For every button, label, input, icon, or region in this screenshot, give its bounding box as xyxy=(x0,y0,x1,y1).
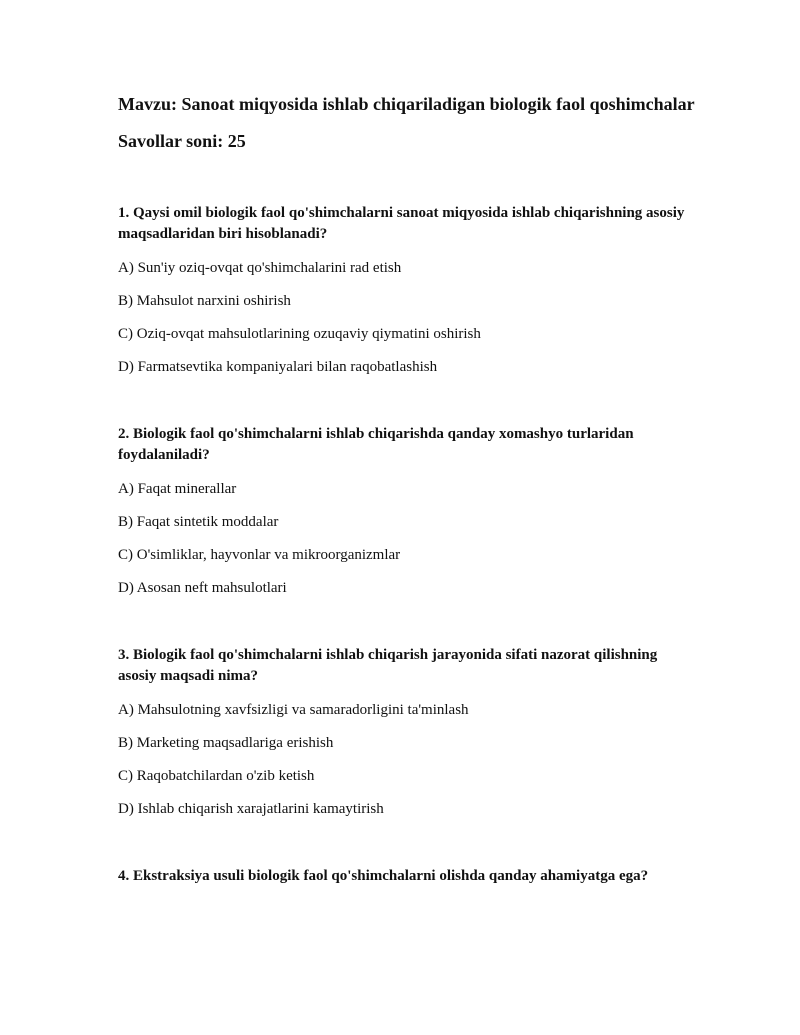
question-text: 3. Biologik faol qo'shimchalarni ishlab chiqarish jarayonida sifati nazorat qilishning asosiy maqsadi nima? xyxy=(118,647,658,684)
question-2 xyxy=(118,424,698,598)
option-d: D) Ishlab chiqarish xarajatlarini kamaytirish xyxy=(118,801,384,817)
question-count: Savollar soni: 25 xyxy=(118,131,246,151)
question-text: 4. Ekstraksiya usuli biologik faol qo'shimchalarni olishda qanday ahamiyatga ega? xyxy=(118,868,649,884)
option-d: D) Asosan neft mahsulotlari xyxy=(118,580,287,596)
option-c: C) O'simliklar, hayvonlar va mikroorganizmlar xyxy=(118,547,401,563)
option-b: B) Marketing maqsadlariga erishish xyxy=(118,735,334,751)
document-title: Mavzu: Sanoat miqyosida ishlab chiqariladigan biologik faol qoshimchalar xyxy=(118,94,695,114)
question-3 xyxy=(118,645,698,819)
option-a: A) Faqat minerallar xyxy=(118,481,237,497)
question-text: 1. Qaysi omil biologik faol qo'shimchalarni sanoat miqyosida ishlab chiqarishning asosiy maqsadlaridan biri hisoblanadi? xyxy=(118,205,685,242)
option-a: A) Sun'iy oziq-ovqat qo'shimchalarini rad etish xyxy=(118,260,402,276)
option-a: A) Mahsulotning xavfsizligi va samaradorligini ta'minlash xyxy=(118,702,469,718)
option-d: D) Farmatsevtika kompaniyalari bilan raqobatlashish xyxy=(118,359,438,375)
option-b: B) Mahsulot narxini oshirish xyxy=(118,293,291,309)
document-page xyxy=(118,92,698,887)
question-4 xyxy=(118,866,698,887)
option-c: C) Oziq-ovqat mahsulotlarining ozuqaviy qiymatini oshirish xyxy=(118,326,481,342)
question-1 xyxy=(118,203,698,377)
option-b: B) Faqat sintetik moddalar xyxy=(118,514,279,530)
question-text: 2. Biologik faol qo'shimchalarni ishlab chiqarishda qanday xomashyo turlaridan foydalaniladi? xyxy=(118,426,634,463)
option-c: C) Raqobatchilardan o'zib ketish xyxy=(118,768,315,784)
